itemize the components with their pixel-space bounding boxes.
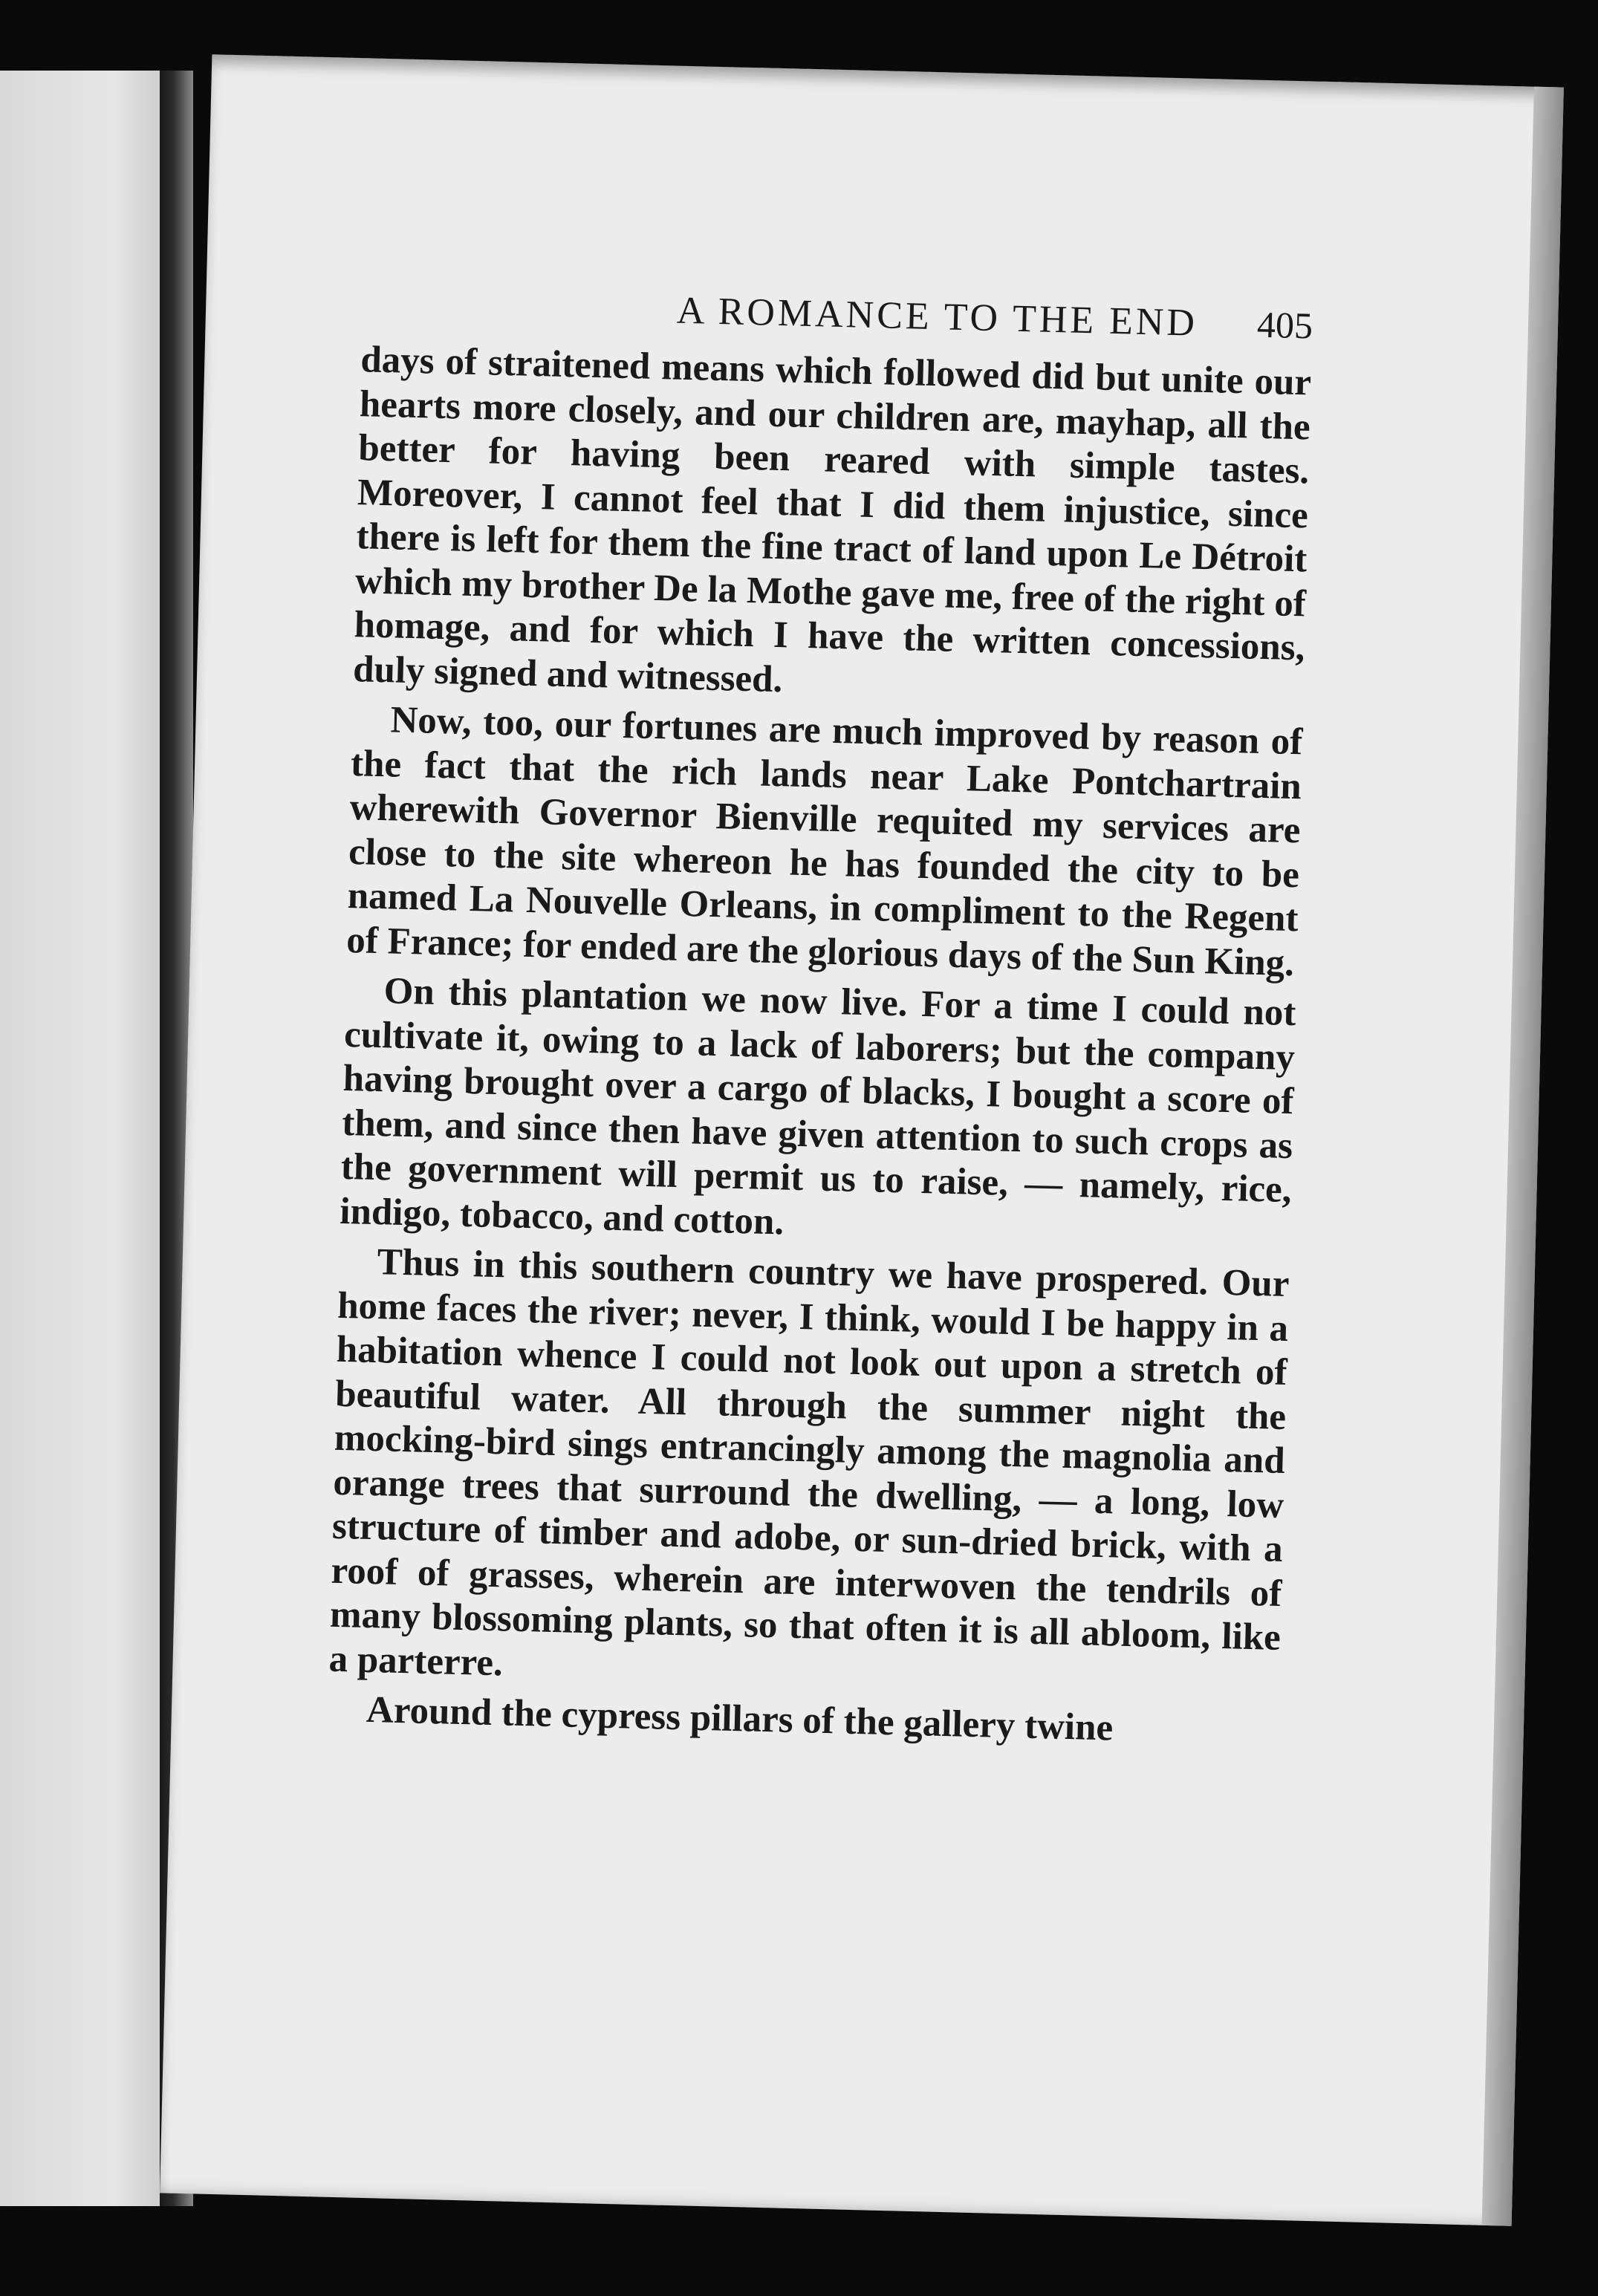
left-page-margin [0, 71, 160, 2206]
running-head-title: A ROMANCE TO THE END [676, 289, 1198, 345]
paragraph-1: days of straitened means which followed did but unite our hearts more closely, and our children are, mayhap, all the better for having been reared with simple tastes. Moreover, I cannot feel that I did them injustice, since there is left for them the fine tract of land upon Le Détroit which my brother De la Mothe gave me, free of the right of homage, and for which I have the written concessions, duly signed and witnessed. [352, 339, 1312, 700]
book-page [160, 54, 1564, 2226]
page-number: 405 [1256, 303, 1313, 347]
paragraph-4: Thus in this southern country we have prospered. Our home faces the river; never, I think, would I be happy in a habitation whence I could not look out upon a stretch of beautiful water. All through the summer night the mocking-bird sings entrancingly among the magnolia and orange trees that surround the dwelling, — a long, low structure of timber and adobe, or sun-dried brick, with a roof of grasses, wherein are interwoven the tendrils of many blossoming plants, so that often it is all abloom, like a parterre. [328, 1241, 1290, 1684]
paragraph-2: Now, too, our fortunes are much improved by reason of the fact that the rich lands near Lake Pontchartrain wherewith Governor Bienville requited my services are close to the site whereon he has founded the city to be named La Nouvelle Orleans, in compliment to the Regent of France; for ended are the glorious days of the Sun King. [345, 699, 1303, 984]
running-head [362, 281, 1313, 348]
page-edge [1482, 87, 1564, 2226]
page-text-block [327, 281, 1313, 1754]
paragraph-3: On this plantation we now live. For a time I could not cultivate it, owing to a lack of laborers; but the company having brought over a cargo of blacks, I bought a score of them, and since then have given attention to such crops as the government will permit us to raise, — namely, rice, indigo, tobacco, and cotton. [339, 970, 1297, 1243]
paragraph-5: Around the cypress pillars of the gallery twine [366, 1688, 1114, 1749]
